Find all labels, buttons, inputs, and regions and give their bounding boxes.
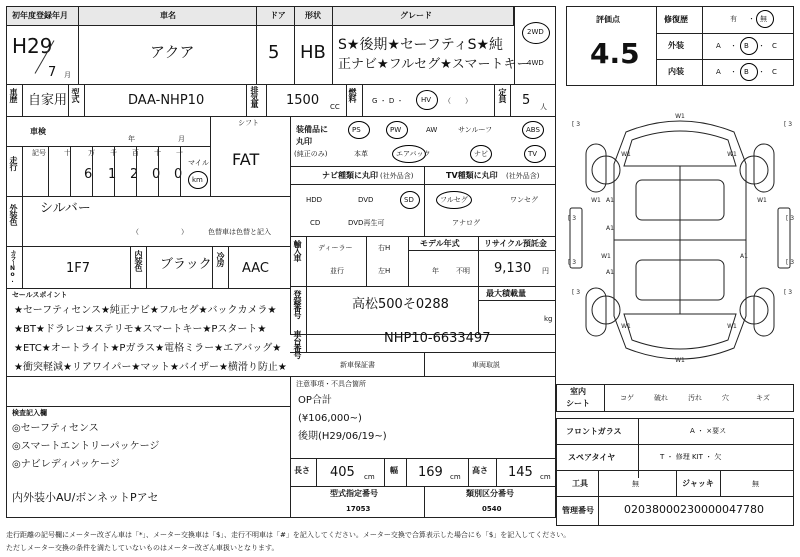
tv-item: ワンセグ — [510, 196, 538, 204]
sales-line: ★ETC★オートライト★Pガラス★電格ミラー★エアバッグ★ — [14, 343, 282, 354]
year-label: 初年度登録年月 — [12, 11, 68, 20]
tv-title: TV種類に丸印 — [446, 171, 498, 180]
footer-line-2: ただしメーター交換の条件を満たしていないものはメーター改ざん車扱いとなります。 — [6, 544, 279, 552]
usage-label: 車歴 — [9, 88, 18, 102]
recycle-unit: 円 — [542, 267, 549, 275]
mileage-header: 十 — [64, 149, 71, 157]
equipment-item: TV — [528, 150, 538, 158]
diagram-label: A1 — [740, 253, 748, 260]
abc-option: A — [716, 68, 721, 76]
interior-sheet-label-2: シート — [566, 399, 590, 408]
diagram-label: W1 — [621, 151, 631, 158]
mileage-header: 千 — [110, 149, 117, 157]
inspector-line: ◎セーフティセンス — [12, 423, 99, 434]
interior-grade-label: 内装 — [668, 67, 684, 76]
equipment-item: エアバック — [396, 150, 431, 158]
max-load-label: 最大積載量 — [486, 289, 526, 298]
shaken-year-unit: 年 — [128, 135, 135, 143]
ac-label: 冷房 — [216, 252, 225, 266]
abc-option: A — [716, 42, 721, 50]
km-label: km — [192, 176, 203, 184]
mgmt-value: 02038000230000047780 — [624, 503, 764, 516]
header-label-row — [6, 6, 514, 26]
chassis-value: NHP10-6633497 — [384, 331, 491, 346]
model-year-label: モデル年式 — [420, 239, 460, 248]
exterior-color-label: 外装色 — [9, 204, 18, 225]
import-parallel: 並行 — [330, 267, 344, 275]
mileage-digit: 0 — [152, 167, 161, 182]
import-left-h: 左H — [378, 267, 391, 275]
diagram-label: W1 — [601, 253, 611, 260]
equipment-item: PS — [352, 126, 361, 134]
abc-option: C — [772, 42, 777, 50]
height-unit: cm — [540, 473, 551, 481]
equipment-item: AW — [426, 126, 438, 134]
notes-title: 注意事項・不具合箇所 — [296, 380, 366, 388]
repair-label: 修復歴 — [664, 15, 688, 24]
length-value: 405 — [330, 465, 355, 480]
mileage-header: 万 — [88, 149, 95, 157]
equipment-item: サンルーフ — [458, 126, 493, 134]
width-label: 幅 — [390, 466, 398, 475]
doors-value: 5 — [268, 42, 280, 63]
equipment-item: ナビ — [474, 150, 488, 158]
fuel-options: G ・ D ・ — [372, 97, 404, 105]
capacity-label: 定員 — [498, 88, 507, 102]
repair-option: 無 — [760, 15, 767, 23]
mileage-header: 百 — [132, 149, 139, 157]
ac-value: AAC — [242, 261, 269, 276]
nav-item: HDD — [306, 196, 323, 204]
recycle-value: 9,130 — [494, 261, 532, 276]
shift-value: FAT — [232, 150, 260, 169]
height-label: 高さ — [472, 466, 488, 475]
inspector-extra: 内外装小AU/ボンネットPアセ — [12, 491, 159, 504]
abc-option: ・ — [758, 42, 765, 50]
sheet-option: 破れ — [654, 394, 668, 402]
drive-4wd: 4WD — [527, 59, 544, 67]
displacement-unit: CC — [330, 103, 340, 111]
tv-title-small: (社外品含) — [506, 172, 540, 180]
footer-line-1: 走行距離の記号欄にメーター改ざん車は「*」、メーター交換車は「$」、走行不明車は「#」を記入してください。メーター交換で合算表示した場合にも「$」を記入してください。 — [6, 531, 571, 539]
diagram-corner-mark: [ 3 — [572, 289, 581, 296]
month-value: 7 — [48, 65, 57, 80]
diagram-label: A1 — [606, 269, 614, 276]
sheet-option: 穴 — [722, 394, 729, 402]
mileage-digit: 2 — [130, 167, 139, 182]
interior-sheet-label-1: 室内 — [570, 387, 586, 396]
import-label: 輸入車 — [293, 240, 302, 261]
exterior-color-value: シルバー — [40, 201, 91, 216]
model-label: 型式 — [71, 88, 80, 102]
diagram-corner-mark: [ 3 — [572, 121, 581, 128]
abc-option: B — [744, 68, 749, 76]
fuel-hv: HV — [421, 96, 432, 104]
model-value: DAA-NHP10 — [128, 93, 205, 108]
new-warranty: 新車保証書 — [340, 361, 375, 369]
diagram-corner-mark: [ 3 — [786, 259, 794, 266]
shaken-label: 車検 — [30, 127, 46, 136]
usage-value: 自家用 — [28, 93, 68, 108]
diagram-corner-mark: [ 3 — [784, 121, 793, 128]
jack-label: ジャッキ — [682, 479, 714, 488]
interior-color-label: 内装色 — [134, 250, 143, 271]
reg-value: 高松500そ0288 — [352, 297, 449, 312]
sales-line: ★BT★ドラレコ★ステリモ★スマートキー★Pスタート★ — [14, 324, 267, 335]
model-year-unit: 年 — [432, 267, 439, 275]
score-label: 評価点 — [596, 15, 620, 24]
type-no-label: 型式指定番号 — [330, 489, 378, 498]
car-name-value: アクア — [150, 43, 195, 61]
tools-value: 無 — [632, 480, 639, 488]
abc-option: B — [744, 42, 749, 50]
nav-item: SD — [404, 196, 414, 204]
note-line: OP合計 — [298, 395, 332, 406]
manual: 車両取説 — [472, 361, 500, 369]
equip-title-1: 装備品に — [296, 125, 328, 134]
diagram-label: W1 — [675, 357, 685, 364]
equip-title-3: (純正のみ) — [294, 150, 328, 158]
category-value: 0540 — [482, 505, 502, 513]
diagram-label: W1 — [727, 323, 737, 330]
fuel-label: 燃料 — [348, 88, 357, 102]
length-label: 長さ — [294, 466, 310, 475]
car-damage-diagram — [566, 104, 794, 376]
sheet-option: 汚れ — [688, 394, 702, 402]
capacity-unit: 人 — [540, 103, 547, 111]
diagram-label: W1 — [757, 197, 767, 204]
chassis-label: 車台番号 — [293, 330, 302, 358]
note-line: (¥106,000~) — [298, 413, 362, 424]
spare-label: スペアタイヤ — [568, 453, 616, 462]
mile-label: マイル — [188, 159, 209, 167]
max-load-unit: kg — [544, 315, 553, 323]
nav-item: DVD再生可 — [348, 219, 385, 227]
car-name-label: 車名 — [160, 11, 176, 20]
color-code-value: 1F7 — [66, 261, 91, 276]
equipment-item: 本革 — [354, 150, 368, 158]
spare-value: T ・ 修理 KIT ・ 欠 — [660, 453, 722, 461]
abc-option: C — [772, 68, 777, 76]
model-year-value: 不明 — [456, 267, 470, 275]
width-value: 169 — [418, 465, 443, 480]
type-no-value: 17053 — [346, 505, 371, 513]
equipment-item: ABS — [526, 126, 540, 134]
import-right-h: 右H — [378, 244, 391, 252]
note-line: 後期(H29/06/19~) — [298, 431, 387, 442]
mileage-header: 一 — [176, 149, 183, 157]
sales-line: ★セーフティセンス★純正ナビ★フルセグ★バックカメラ★ — [14, 305, 277, 316]
month-unit: 月 — [64, 71, 71, 79]
diagram-label: A1 — [606, 225, 614, 232]
inspector-line: ◎スマートエントリーパッケージ — [12, 441, 160, 452]
doors-label: ドア — [270, 11, 286, 20]
recycle-label: リサイクル預託金 — [484, 239, 547, 248]
color-code-label: カラーNo. — [9, 250, 16, 283]
diagram-label: W1 — [591, 197, 601, 204]
mileage-label: 走行 — [9, 156, 18, 170]
diagram-label: W1 — [727, 151, 737, 158]
sheet-option: コゲ — [620, 394, 634, 402]
mileage-digit: 0 — [174, 167, 183, 182]
mileage-header: 十 — [154, 149, 161, 157]
grade-label: グレード — [400, 11, 432, 20]
abc-option-circle — [740, 37, 758, 55]
sales-title: セールスポイント — [12, 291, 68, 299]
mgmt-label: 管理番号 — [562, 506, 594, 515]
abc-option-circle — [740, 63, 758, 81]
import-dealer: ディーラー — [318, 244, 353, 252]
sales-line: ★衝突軽減★リアワイパー★マット★バイザー★横滑り防止★ — [14, 362, 287, 373]
capacity-value: 5 — [522, 93, 531, 108]
abc-option: ・ — [758, 68, 765, 76]
tv-item: フルセグ — [440, 196, 468, 204]
repair-option: ・ — [748, 15, 755, 23]
abc-option: ・ — [730, 68, 737, 76]
equip-title-2: 丸印 — [296, 137, 312, 146]
diagram-corner-mark: [ 3 — [568, 259, 577, 266]
interior-color-value: ブラック — [160, 257, 212, 272]
nav-item: DVD — [358, 196, 374, 204]
shaken-month-unit: 月 — [178, 135, 185, 143]
drive-2wd: 2WD — [527, 28, 544, 36]
tv-item: アナログ — [452, 219, 480, 227]
fuel-paren: （ ） — [444, 97, 472, 105]
repair-option: 有 — [730, 15, 737, 23]
color-paren: （ ） — [132, 228, 188, 236]
color-change-note: 色替車は色替と記入 — [208, 228, 271, 236]
displacement-label: 排気量 — [250, 86, 259, 107]
mileage-header: 記号 — [32, 149, 46, 157]
sheet-option: キズ — [756, 394, 770, 402]
height-value: 145 — [508, 465, 533, 480]
displacement-value: 1500 — [286, 93, 320, 108]
jack-value: 無 — [752, 480, 759, 488]
grade-line1: S★後期★セーフティS★純 — [338, 37, 504, 53]
nav-title: ナビ種類に丸印 — [322, 171, 378, 180]
diagram-label: W1 — [675, 113, 685, 120]
width-unit: cm — [450, 473, 461, 481]
diagram-corner-mark: [ 3 — [786, 215, 794, 222]
diagram-corner-mark: [ 3 — [568, 215, 577, 222]
nav-item: CD — [310, 219, 321, 227]
inspector-line: ◎ナビレディパッケージ — [12, 459, 120, 470]
diagram-label: A1 — [606, 197, 614, 204]
tools-label: 工具 — [572, 479, 588, 488]
windshield-label: フロントガラス — [566, 427, 622, 436]
nav-title-small: (社外品含) — [380, 172, 414, 180]
length-unit: cm — [364, 473, 375, 481]
inspector-title: 検査記入欄 — [12, 409, 47, 417]
shape-label: 形状 — [305, 11, 321, 20]
abc-option: ・ — [730, 42, 737, 50]
shift-label: シフト — [238, 119, 259, 127]
equipment-item: PW — [390, 126, 402, 134]
diagram-label: W1 — [621, 323, 631, 330]
exterior-grade-label: 外装 — [668, 41, 684, 50]
category-label: 類別区分番号 — [466, 489, 514, 498]
shape-value: HB — [300, 42, 326, 63]
score-value: 4.5 — [590, 37, 640, 70]
year-value: H29 — [12, 34, 53, 58]
mileage-digit: 1 — [108, 167, 117, 182]
reg-label: 登録番号 — [293, 290, 302, 318]
windshield-value: A ・ ×要ス — [690, 427, 727, 435]
diagram-corner-mark: [ 3 — [784, 289, 793, 296]
mileage-digit: 6 — [84, 167, 93, 182]
grade-line2: 正ナビ★フルセグ★スマートキー — [338, 57, 530, 72]
